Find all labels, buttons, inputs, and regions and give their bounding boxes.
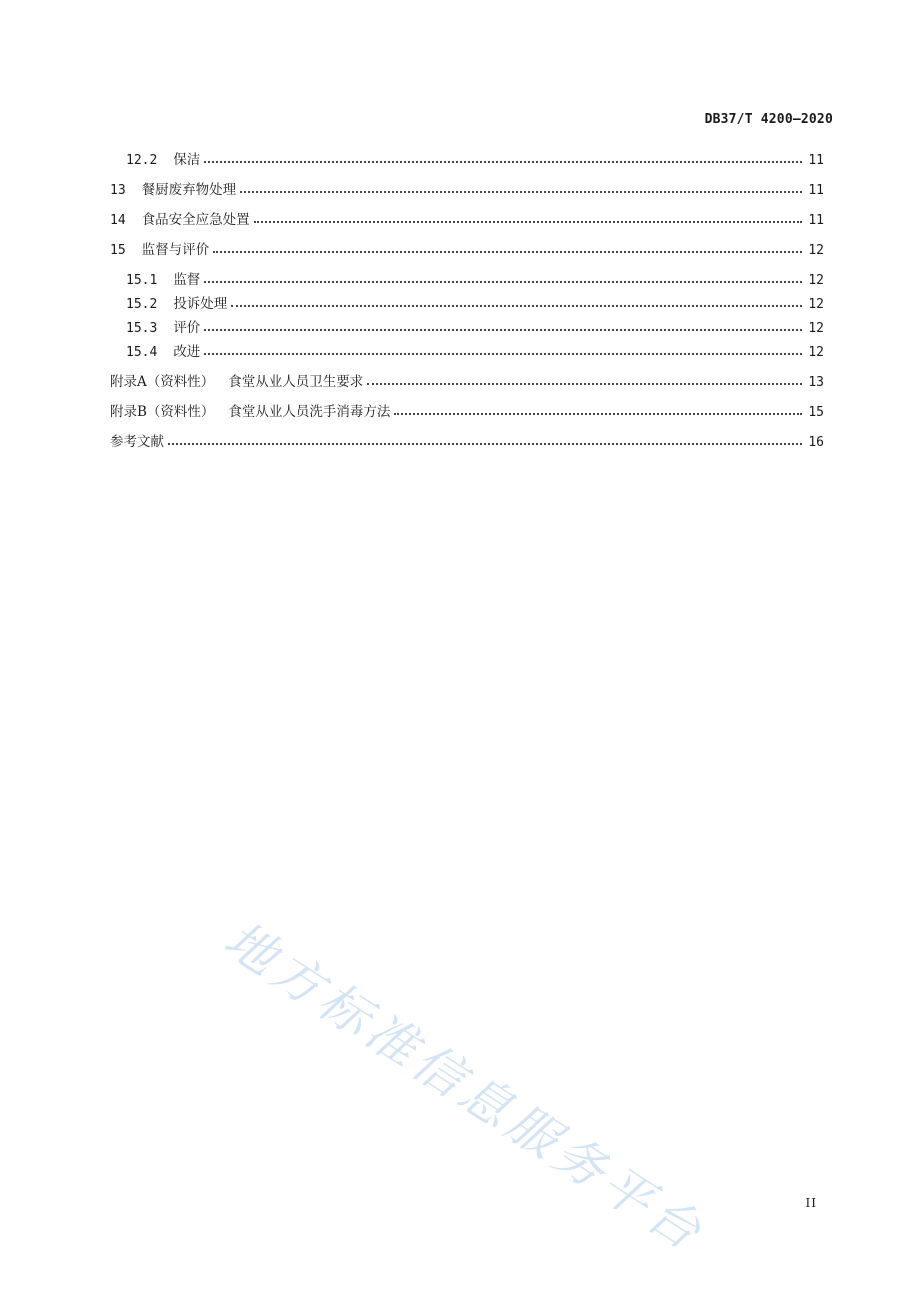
toc-leader-dots <box>240 191 802 193</box>
toc-entry-title: 保洁 <box>173 152 201 168</box>
toc-leader-dots <box>204 329 802 331</box>
toc-entry-number: 15.3 <box>126 321 158 336</box>
toc-entry-15-1[interactable] <box>110 268 824 292</box>
toc-entry-title: 监督 <box>173 272 201 288</box>
toc-entry-title: 餐厨废弃物处理 <box>141 182 237 198</box>
toc-entry-number: 15.4 <box>126 345 158 360</box>
toc-leader-dots <box>367 383 802 385</box>
toc-entry-page: 13 <box>808 375 824 390</box>
toc-entry-title: 监督与评价 <box>141 242 210 258</box>
document-code: DB37/T 4200—2020 <box>704 112 833 127</box>
toc-entry-page: 11 <box>808 213 824 228</box>
toc-entry-15-2[interactable] <box>110 292 824 316</box>
toc-entry-number: 15.2 <box>126 297 158 312</box>
toc-entry-15-4[interactable] <box>110 340 824 364</box>
toc-entry-references[interactable] <box>110 430 824 454</box>
toc-leader-dots <box>231 305 802 307</box>
toc-leader-dots <box>213 251 802 253</box>
toc-entry-12-2[interactable] <box>110 148 824 172</box>
toc-entry-13[interactable] <box>110 178 824 202</box>
toc-entry-title: 评价 <box>173 320 201 336</box>
table-of-contents <box>110 148 824 454</box>
toc-entry-15-3[interactable] <box>110 316 824 340</box>
toc-entry-title: 投诉处理 <box>173 296 228 312</box>
toc-entry-appendix-a[interactable] <box>110 370 824 394</box>
toc-leader-dots <box>168 443 802 445</box>
toc-entry-page: 12 <box>808 297 824 312</box>
toc-entry-title: 食堂从业人员洗手消毒方法 <box>228 404 391 420</box>
toc-entry-page: 12 <box>808 273 824 288</box>
toc-entry-title: 改进 <box>173 344 201 360</box>
toc-entry-number: 14 <box>110 213 126 228</box>
toc-entry-page: 11 <box>808 153 824 168</box>
toc-entry-title: 参考文献 <box>110 434 164 450</box>
toc-entry-number: 13 <box>110 183 126 198</box>
page-number: II <box>805 1196 817 1210</box>
toc-entry-page: 11 <box>808 183 824 198</box>
toc-entry-page: 15 <box>808 405 824 420</box>
toc-leader-dots <box>394 413 802 415</box>
toc-entry-appendix-b[interactable] <box>110 400 824 424</box>
watermark-text: 地方标准信息服务平台 <box>214 910 716 1264</box>
toc-entry-title: 食品安全应急处置 <box>141 212 250 228</box>
toc-entry-page: 12 <box>808 243 824 258</box>
toc-leader-dots <box>204 353 802 355</box>
toc-entry-number: 附录B（资料性） <box>110 404 215 420</box>
toc-entry-15[interactable] <box>110 238 824 262</box>
toc-entry-page: 16 <box>808 435 824 450</box>
toc-entry-number: 15 <box>110 243 126 258</box>
toc-entry-page: 12 <box>808 345 824 360</box>
toc-entry-title: 食堂从业人员卫生要求 <box>228 374 364 390</box>
toc-entry-number: 15.1 <box>126 273 158 288</box>
toc-entry-number: 12.2 <box>126 153 158 168</box>
toc-leader-dots <box>204 281 802 283</box>
toc-leader-dots <box>204 161 802 163</box>
toc-entry-page: 12 <box>808 321 824 336</box>
toc-leader-dots <box>254 221 803 223</box>
toc-entry-14[interactable] <box>110 208 824 232</box>
toc-entry-number: 附录A（资料性） <box>110 374 215 390</box>
